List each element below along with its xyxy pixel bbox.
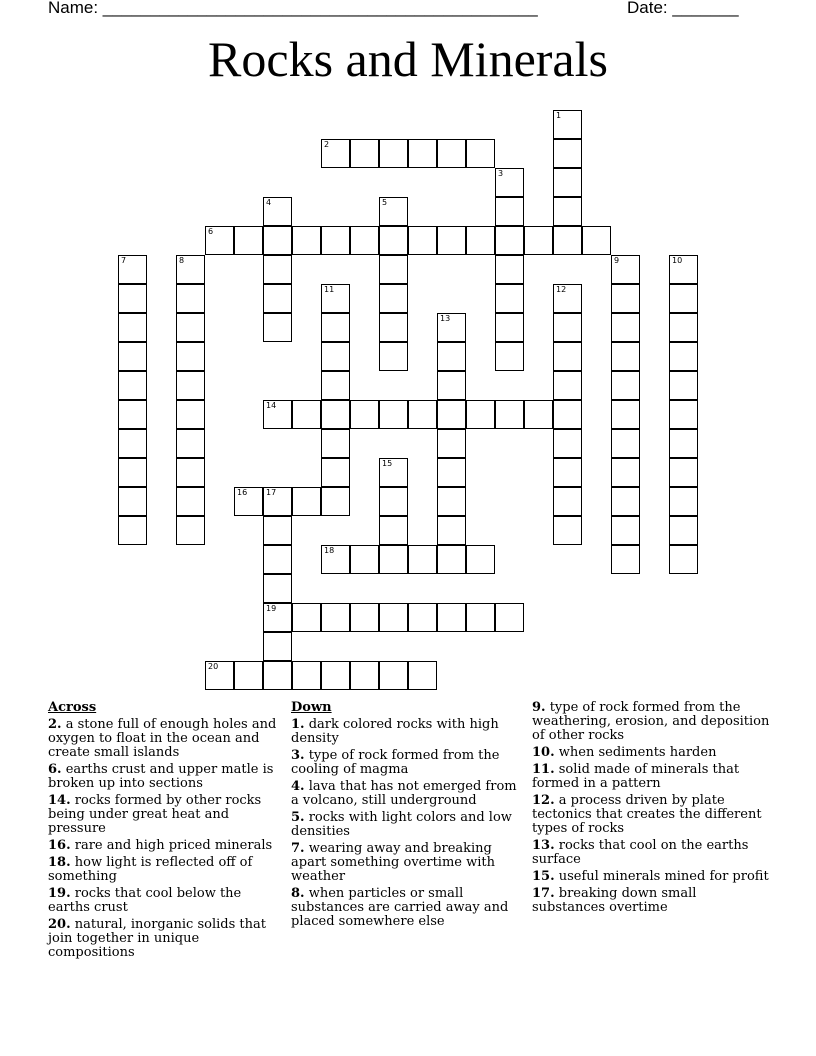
clue-number: 17 [266, 488, 277, 497]
clue-item-number: 4. [291, 779, 305, 794]
clue-item-number: 15. [532, 869, 555, 884]
grid-cell[interactable] [379, 603, 408, 632]
grid-cell[interactable] [263, 516, 292, 545]
clue-item-text: useful minerals mined for profit [554, 869, 769, 884]
grid-cell[interactable] [263, 603, 292, 632]
clue-item-number: 7. [291, 841, 305, 856]
clue-item-text: wearing away and breaking apart something overtime with weather [291, 841, 495, 884]
grid-cell[interactable] [553, 139, 582, 168]
clue-number: 10 [672, 256, 683, 265]
grid-cell[interactable] [553, 313, 582, 342]
grid-cell[interactable] [553, 429, 582, 458]
grid-cell[interactable] [263, 400, 292, 429]
grid-cell[interactable] [495, 313, 524, 342]
clue-item [48, 839, 284, 853]
grid-cell[interactable] [118, 458, 147, 487]
grid-cell[interactable] [553, 168, 582, 197]
grid-cell[interactable] [350, 661, 379, 690]
clue-number: 15 [382, 459, 393, 468]
grid-cell[interactable] [234, 661, 263, 690]
grid-cell[interactable] [118, 429, 147, 458]
grid-cell[interactable] [118, 371, 147, 400]
clue-item-text: rocks that cool below the earths crust [48, 886, 242, 915]
grid-cell[interactable] [321, 661, 350, 690]
grid-cell[interactable] [205, 226, 234, 255]
grid-cell[interactable] [118, 255, 147, 284]
clue-number: 11 [324, 285, 335, 294]
clue-item-text: type of rock formed from the cooling of magma [291, 748, 500, 777]
clue-item-text: rocks that cool on the earths surface [532, 838, 749, 867]
clue-item-text: breaking down small substances overtime [532, 886, 697, 915]
grid-cell[interactable] [408, 661, 437, 690]
grid-cell[interactable] [379, 661, 408, 690]
grid-cell[interactable] [437, 313, 466, 342]
grid-cell[interactable] [263, 487, 292, 516]
grid-cell[interactable] [553, 516, 582, 545]
grid-cell[interactable] [176, 284, 205, 313]
clue-item [532, 794, 772, 836]
clue-item-text: how light is reflected off of something [48, 855, 253, 884]
grid-cell[interactable] [611, 342, 640, 371]
clue-item-text: rocks formed by other rocks being under great heat and pressure [48, 793, 262, 836]
clue-item-text: earths crust and upper matle is broken up into sections [48, 762, 274, 791]
clue-item-number: 13. [532, 838, 555, 853]
grid-cell[interactable] [321, 226, 350, 255]
grid-cell[interactable] [437, 545, 466, 574]
clue-item-text: type of rock formed from the weathering, erosion, and deposition of other rocks [532, 700, 770, 743]
grid-cell[interactable] [669, 255, 698, 284]
grid-cell[interactable] [292, 661, 321, 690]
grid-cell[interactable] [553, 371, 582, 400]
grid-cell[interactable] [466, 545, 495, 574]
grid-cell[interactable] [118, 400, 147, 429]
grid-cell[interactable] [495, 400, 524, 429]
grid-cell[interactable] [263, 255, 292, 284]
grid-cell[interactable] [611, 429, 640, 458]
clue-item-text: lava that has not emerged from a volcano, still underground [291, 779, 517, 808]
grid-cell[interactable] [495, 168, 524, 197]
grid-cell[interactable] [611, 487, 640, 516]
grid-cell[interactable] [437, 342, 466, 371]
clue-item-number: 18. [48, 855, 71, 870]
clue-item-text: dark colored rocks with high density [291, 717, 499, 746]
grid-cell[interactable] [553, 197, 582, 226]
grid-cell[interactable] [379, 458, 408, 487]
clue-item-text: natural, inorganic solids that join together in unique compositions [48, 917, 266, 960]
grid-cell[interactable] [292, 226, 321, 255]
grid-cell[interactable] [118, 313, 147, 342]
clue-number: 1 [556, 111, 562, 120]
grid-cell[interactable] [437, 603, 466, 632]
clue-item [48, 856, 284, 884]
grid-cell[interactable] [321, 139, 350, 168]
grid-cell[interactable] [350, 545, 379, 574]
clue-item-number: 19. [48, 886, 71, 901]
grid-cell[interactable] [234, 487, 263, 516]
grid-cell[interactable] [379, 487, 408, 516]
clue-item-text: when particles or small substances are carried away and placed somewhere else [291, 886, 509, 929]
grid-cell[interactable] [321, 603, 350, 632]
grid-cell[interactable] [205, 661, 234, 690]
grid-cell[interactable] [582, 226, 611, 255]
grid-cell[interactable] [669, 371, 698, 400]
grid-cell[interactable] [611, 284, 640, 313]
clue-item [48, 794, 284, 836]
grid-cell[interactable] [292, 400, 321, 429]
grid-cell[interactable] [176, 516, 205, 545]
grid-cell[interactable] [263, 197, 292, 226]
grid-cell[interactable] [379, 545, 408, 574]
clue-item-number: 14. [48, 793, 71, 808]
grid-cell[interactable] [234, 226, 263, 255]
grid-cell[interactable] [553, 342, 582, 371]
grid-cell[interactable] [466, 400, 495, 429]
grid-cell[interactable] [437, 516, 466, 545]
clue-item-text: when sediments harden [554, 745, 717, 760]
clue-number: 8 [179, 256, 185, 265]
clue-item-number: 10. [532, 745, 555, 760]
grid-cell[interactable] [408, 400, 437, 429]
grid-cell[interactable] [379, 226, 408, 255]
grid-cell[interactable] [263, 226, 292, 255]
grid-cell[interactable] [321, 284, 350, 313]
across-heading: Across [48, 700, 97, 715]
clue-number: 3 [498, 169, 504, 178]
across-clues [48, 701, 284, 963]
grid-cell[interactable] [437, 400, 466, 429]
grid-cell[interactable] [379, 255, 408, 284]
grid-cell[interactable] [176, 371, 205, 400]
grid-cell[interactable] [176, 313, 205, 342]
grid-cell[interactable] [611, 516, 640, 545]
grid-cell[interactable] [118, 342, 147, 371]
grid-cell[interactable] [292, 603, 321, 632]
clue-item-number: 3. [291, 748, 305, 763]
clue-item [532, 701, 772, 743]
clue-number: 12 [556, 285, 567, 294]
clue-item-text: solid made of minerals that formed in a pattern [532, 762, 740, 791]
grid-cell[interactable] [379, 400, 408, 429]
down-heading: Down [291, 700, 332, 715]
clue-item-number: 2. [48, 717, 62, 732]
grid-cell[interactable] [263, 313, 292, 342]
grid-cell[interactable] [466, 139, 495, 168]
clue-item-number: 9. [532, 700, 546, 715]
grid-cell[interactable] [437, 371, 466, 400]
grid-cell[interactable] [669, 516, 698, 545]
grid-cell[interactable] [437, 487, 466, 516]
grid-cell[interactable] [553, 226, 582, 255]
grid-cell[interactable] [176, 400, 205, 429]
grid-cell[interactable] [379, 342, 408, 371]
grid-cell[interactable] [321, 400, 350, 429]
clue-item [291, 718, 527, 746]
grid-cell[interactable] [524, 226, 553, 255]
grid-cell[interactable] [379, 516, 408, 545]
grid-cell[interactable] [495, 226, 524, 255]
grid-cell[interactable] [408, 545, 437, 574]
clue-item [291, 749, 527, 777]
grid-cell[interactable] [350, 400, 379, 429]
clue-item-number: 5. [291, 810, 305, 825]
grid-cell[interactable] [321, 458, 350, 487]
grid-cell[interactable] [495, 255, 524, 284]
grid-cell[interactable] [553, 400, 582, 429]
grid-cell[interactable] [611, 400, 640, 429]
grid-cell[interactable] [292, 487, 321, 516]
clue-number: 7 [121, 256, 127, 265]
grid-cell[interactable] [321, 487, 350, 516]
grid-cell[interactable] [437, 429, 466, 458]
grid-cell[interactable] [495, 342, 524, 371]
grid-cell[interactable] [553, 458, 582, 487]
down-clues-continued [532, 701, 772, 918]
grid-cell[interactable] [553, 487, 582, 516]
grid-cell[interactable] [408, 226, 437, 255]
clue-number: 14 [266, 401, 277, 410]
grid-cell[interactable] [669, 284, 698, 313]
grid-cell[interactable] [263, 284, 292, 313]
clue-item [532, 870, 772, 884]
grid-cell[interactable] [379, 284, 408, 313]
clue-item-text: rocks with light colors and low densities [291, 810, 512, 839]
grid-cell[interactable] [611, 255, 640, 284]
grid-cell[interactable] [437, 458, 466, 487]
grid-cell[interactable] [350, 139, 379, 168]
clue-item-number: 17. [532, 886, 555, 901]
clue-number: 13 [440, 314, 451, 323]
page-title: Rocks and Minerals [208, 31, 608, 87]
clue-item-text: a stone full of enough holes and oxygen to float in the ocean and create small islands [48, 717, 277, 760]
grid-cell[interactable] [321, 313, 350, 342]
clue-item-text: rare and high priced minerals [70, 838, 273, 853]
date-field[interactable]: Date: _______ [627, 0, 739, 17]
clue-number: 2 [324, 140, 330, 149]
clue-item-number: 12. [532, 793, 555, 808]
grid-cell[interactable] [437, 226, 466, 255]
grid-cell[interactable] [611, 371, 640, 400]
grid-cell[interactable] [669, 400, 698, 429]
grid-cell[interactable] [669, 342, 698, 371]
grid-cell[interactable] [176, 458, 205, 487]
grid-cell[interactable] [524, 400, 553, 429]
grid-cell[interactable] [176, 255, 205, 284]
grid-cell[interactable] [408, 139, 437, 168]
name-field[interactable]: Name: ______________________________________________ [48, 0, 538, 17]
clue-item [532, 746, 772, 760]
grid-cell[interactable] [350, 603, 379, 632]
grid-cell[interactable] [669, 458, 698, 487]
grid-cell[interactable] [611, 545, 640, 574]
clue-item-number: 20. [48, 917, 71, 932]
clue-item [532, 763, 772, 791]
grid-cell[interactable] [379, 139, 408, 168]
clue-number: 20 [208, 662, 219, 671]
clue-number: 4 [266, 198, 272, 207]
clue-item [48, 887, 284, 915]
clue-item [532, 839, 772, 867]
down-clues [291, 701, 527, 932]
clue-item-number: 6. [48, 762, 62, 777]
clue-number: 19 [266, 604, 277, 613]
grid-cell[interactable] [263, 661, 292, 690]
grid-cell[interactable] [263, 632, 292, 661]
clue-number: 16 [237, 488, 248, 497]
grid-cell[interactable] [176, 487, 205, 516]
clue-item [48, 918, 284, 960]
grid-cell[interactable] [669, 545, 698, 574]
grid-cell[interactable] [437, 139, 466, 168]
clue-item-text: a process driven by plate tectonics that creates the different types of rocks [532, 793, 762, 836]
grid-cell[interactable] [321, 545, 350, 574]
clue-number: 9 [614, 256, 620, 265]
clue-item [291, 842, 527, 884]
grid-cell[interactable] [176, 342, 205, 371]
grid-cell[interactable] [611, 458, 640, 487]
clue-number: 6 [208, 227, 214, 236]
grid-cell[interactable] [495, 197, 524, 226]
clue-item [291, 811, 527, 839]
grid-cell[interactable] [118, 516, 147, 545]
clue-number: 18 [324, 546, 335, 555]
grid-cell[interactable] [669, 313, 698, 342]
clue-item [291, 780, 527, 808]
grid-cell[interactable] [321, 429, 350, 458]
grid-cell[interactable] [466, 603, 495, 632]
clue-item-number: 1. [291, 717, 305, 732]
grid-cell[interactable] [553, 110, 582, 139]
grid-cell[interactable] [466, 226, 495, 255]
grid-cell[interactable] [669, 429, 698, 458]
clue-item-number: 8. [291, 886, 305, 901]
grid-cell[interactable] [379, 313, 408, 342]
grid-cell[interactable] [669, 487, 698, 516]
grid-cell[interactable] [553, 284, 582, 313]
grid-cell[interactable] [176, 429, 205, 458]
grid-cell[interactable] [321, 371, 350, 400]
grid-cell[interactable] [118, 487, 147, 516]
grid-cell[interactable] [611, 313, 640, 342]
clue-item [291, 887, 527, 929]
clue-item [532, 887, 772, 915]
grid-cell[interactable] [495, 284, 524, 313]
grid-cell[interactable] [350, 226, 379, 255]
grid-cell[interactable] [118, 284, 147, 313]
grid-cell[interactable] [379, 197, 408, 226]
clue-item [48, 763, 284, 791]
clue-item-number: 11. [532, 762, 555, 777]
grid-cell[interactable] [263, 545, 292, 574]
grid-cell[interactable] [263, 574, 292, 603]
grid-cell[interactable] [321, 342, 350, 371]
clue-item [48, 718, 284, 760]
grid-cell[interactable] [495, 603, 524, 632]
clue-item-number: 16. [48, 838, 71, 853]
clue-number: 5 [382, 198, 388, 207]
grid-cell[interactable] [408, 603, 437, 632]
